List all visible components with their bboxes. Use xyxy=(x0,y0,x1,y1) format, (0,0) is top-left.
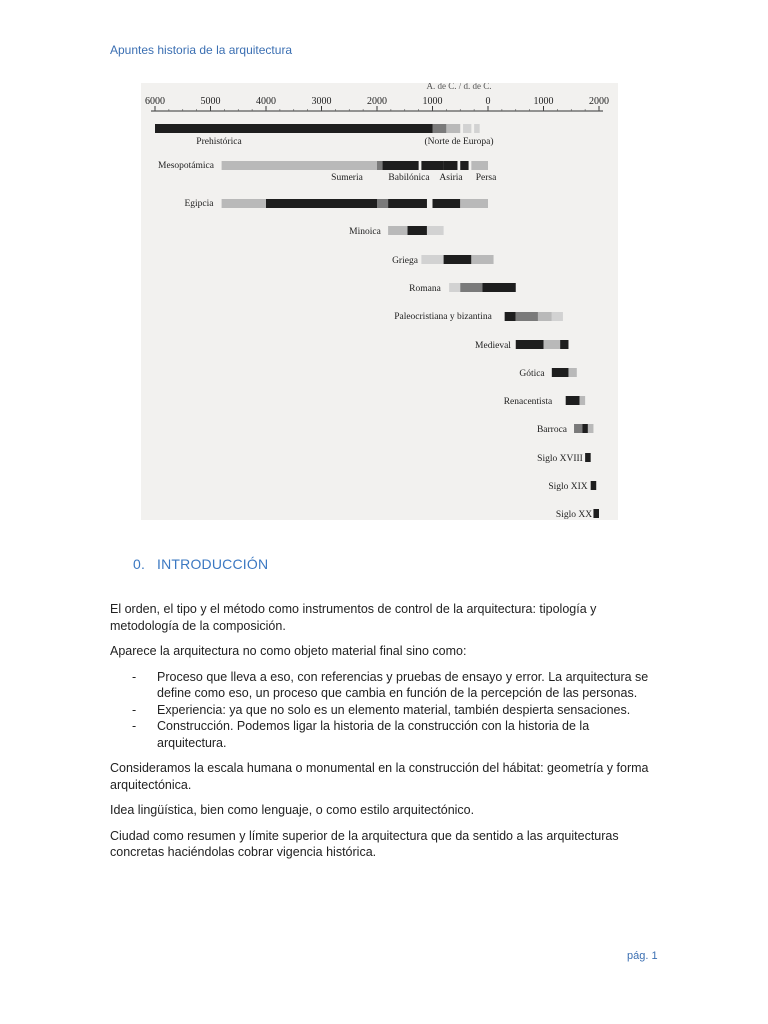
row-sublabel: Sumeria xyxy=(331,173,363,183)
tick-label: 5000 xyxy=(200,96,221,107)
timeline-bar-segment xyxy=(266,199,377,208)
tick-label: 1000 xyxy=(422,96,443,107)
timeline-bar-segment xyxy=(377,161,383,170)
timeline-bar-segment xyxy=(566,396,580,405)
timeline-bar-segment xyxy=(383,161,419,170)
tick-label: 2000 xyxy=(367,96,387,107)
row-label: Barroca xyxy=(536,425,568,435)
list-item xyxy=(110,669,658,702)
row-label: Siglo XVIII xyxy=(537,454,583,464)
timeline-bar-segment xyxy=(463,124,471,133)
row-sublabel: Asiria xyxy=(439,173,463,183)
timeline-bar-segment xyxy=(505,312,516,321)
row-label: Gótica xyxy=(519,369,545,379)
paragraph: Idea lingüística, bien como lenguaje, o como estilo arquitectónico. xyxy=(110,803,475,817)
timeline-bar-segment xyxy=(408,226,427,235)
bullet-marker: - xyxy=(132,669,137,684)
timeline-bar-segment xyxy=(444,161,458,170)
row-label: Medieval xyxy=(475,341,511,351)
timeline-bar-segment xyxy=(474,124,480,133)
row-label: Minoica xyxy=(349,227,381,237)
timeline-bar-segment xyxy=(433,124,447,133)
timeline-bar-segment xyxy=(377,199,388,208)
list-item xyxy=(110,702,658,719)
list-item xyxy=(110,718,658,751)
timeline-bars xyxy=(155,124,599,518)
timeline-bar-segment xyxy=(591,481,597,490)
row-label: Griega xyxy=(392,256,418,266)
row-note: (Norte de Europa) xyxy=(424,137,494,147)
row-label: Egipcia xyxy=(184,199,214,209)
bullet-marker: - xyxy=(132,702,137,717)
row-labels xyxy=(158,136,592,520)
timeline-bar-segment xyxy=(446,124,460,133)
timeline-bar-segment xyxy=(588,424,594,433)
timeline-bar-segment xyxy=(516,340,544,349)
row-label: Prehistórica xyxy=(196,137,242,147)
timeline-bar-segment xyxy=(544,340,561,349)
timeline-bar-segment xyxy=(222,199,266,208)
era-label: A. de C. / d. de C. xyxy=(426,83,492,91)
timeline-bar-segment xyxy=(580,396,586,405)
row-label: Mesopotámica xyxy=(158,161,214,171)
tick-label: 0 xyxy=(485,96,491,107)
row-label: Siglo XIX xyxy=(548,482,588,492)
section-heading xyxy=(133,556,268,572)
timeline-bar-segment xyxy=(421,161,443,170)
row-label: Paleocristiana y bizantina xyxy=(394,312,492,322)
timeline-bar-segment xyxy=(388,226,407,235)
timeline-bar-segment xyxy=(444,255,472,264)
timeline-bar-segment xyxy=(388,199,427,208)
timeline-bar-segment xyxy=(222,161,377,170)
timeline-chart xyxy=(141,83,618,520)
timeline-bar-segment xyxy=(449,283,460,292)
section-title: INTRODUCCIÓN xyxy=(157,556,269,572)
row-sublabel: Babilónica xyxy=(388,173,430,183)
row-label: Renacentista xyxy=(503,397,553,407)
body-text xyxy=(110,601,658,870)
running-header: Apuntes historia de la arquitectura xyxy=(110,43,293,57)
timeline-bar-segment xyxy=(471,255,493,264)
list-item-text: Proceso que lleva a eso, con referencias y pruebas de ensayo y error. La arquitectura se define como eso, un proceso que cambia en función de la percepción de las personas. xyxy=(157,669,649,700)
timeline-bar-segment xyxy=(460,199,488,208)
timeline-bar-segment xyxy=(433,199,461,208)
timeline-bar-segment xyxy=(568,368,576,377)
bullet-list xyxy=(110,669,658,752)
list-item-text: Construcción. Podemos ligar la historia de la construcción con la historia de la arquitectura. xyxy=(157,719,590,750)
paragraph: Ciudad como resumen y límite superior de la arquitectura que da sentido a las arquitecturas concretas haciéndolas cobrar vigencia histórica. xyxy=(110,828,619,859)
row-label: Siglo XX xyxy=(555,510,593,520)
tick-label: 3000 xyxy=(311,96,332,107)
timeline-bar-segment xyxy=(421,255,443,264)
timeline-bar-segment xyxy=(585,453,591,462)
timeline-bar-segment xyxy=(560,340,568,349)
paragraph: Consideramos la escala humana o monumental en la construcción del hábitat: geometría y forma arquitectónica. xyxy=(110,761,649,792)
tick-label: 6000 xyxy=(145,96,165,107)
timeline-bar-segment xyxy=(460,161,468,170)
timeline-bar-segment xyxy=(482,283,515,292)
timeline-bar-segment xyxy=(155,124,433,133)
timeline-bar-segment xyxy=(582,424,588,433)
row-label: Romana xyxy=(409,284,441,294)
paragraph: Aparece la arquitectura no como objeto material final sino como: xyxy=(110,644,467,658)
timeline-bar-segment xyxy=(552,312,563,321)
paragraph: El orden, el tipo y el método como instrumentos de control de la arquitectura: tipología y metodología de la composición. xyxy=(110,602,597,633)
timeline-bar-segment xyxy=(427,226,444,235)
tick-label: 4000 xyxy=(256,96,276,107)
list-item-text: Experiencia: ya que no solo es un elemento material, también despierta sensaciones. xyxy=(157,702,631,717)
timeline-bar-segment xyxy=(460,283,482,292)
bullet-marker: - xyxy=(132,719,137,733)
row-sublabel: Persa xyxy=(475,173,497,183)
axis-ticks xyxy=(145,96,609,111)
section-number: 0. xyxy=(133,556,146,572)
tick-label: 1000 xyxy=(533,96,554,107)
timeline-bar-segment xyxy=(593,509,599,518)
tick-label: 2000 xyxy=(589,96,609,107)
architecture-timeline-figure xyxy=(141,83,618,520)
timeline-bar-segment xyxy=(538,312,552,321)
timeline-bar-segment xyxy=(516,312,538,321)
timeline-bar-segment xyxy=(574,424,582,433)
timeline-bar-segment xyxy=(471,161,488,170)
timeline-bar-segment xyxy=(552,368,569,377)
page-number: pág. 1 xyxy=(627,950,658,962)
